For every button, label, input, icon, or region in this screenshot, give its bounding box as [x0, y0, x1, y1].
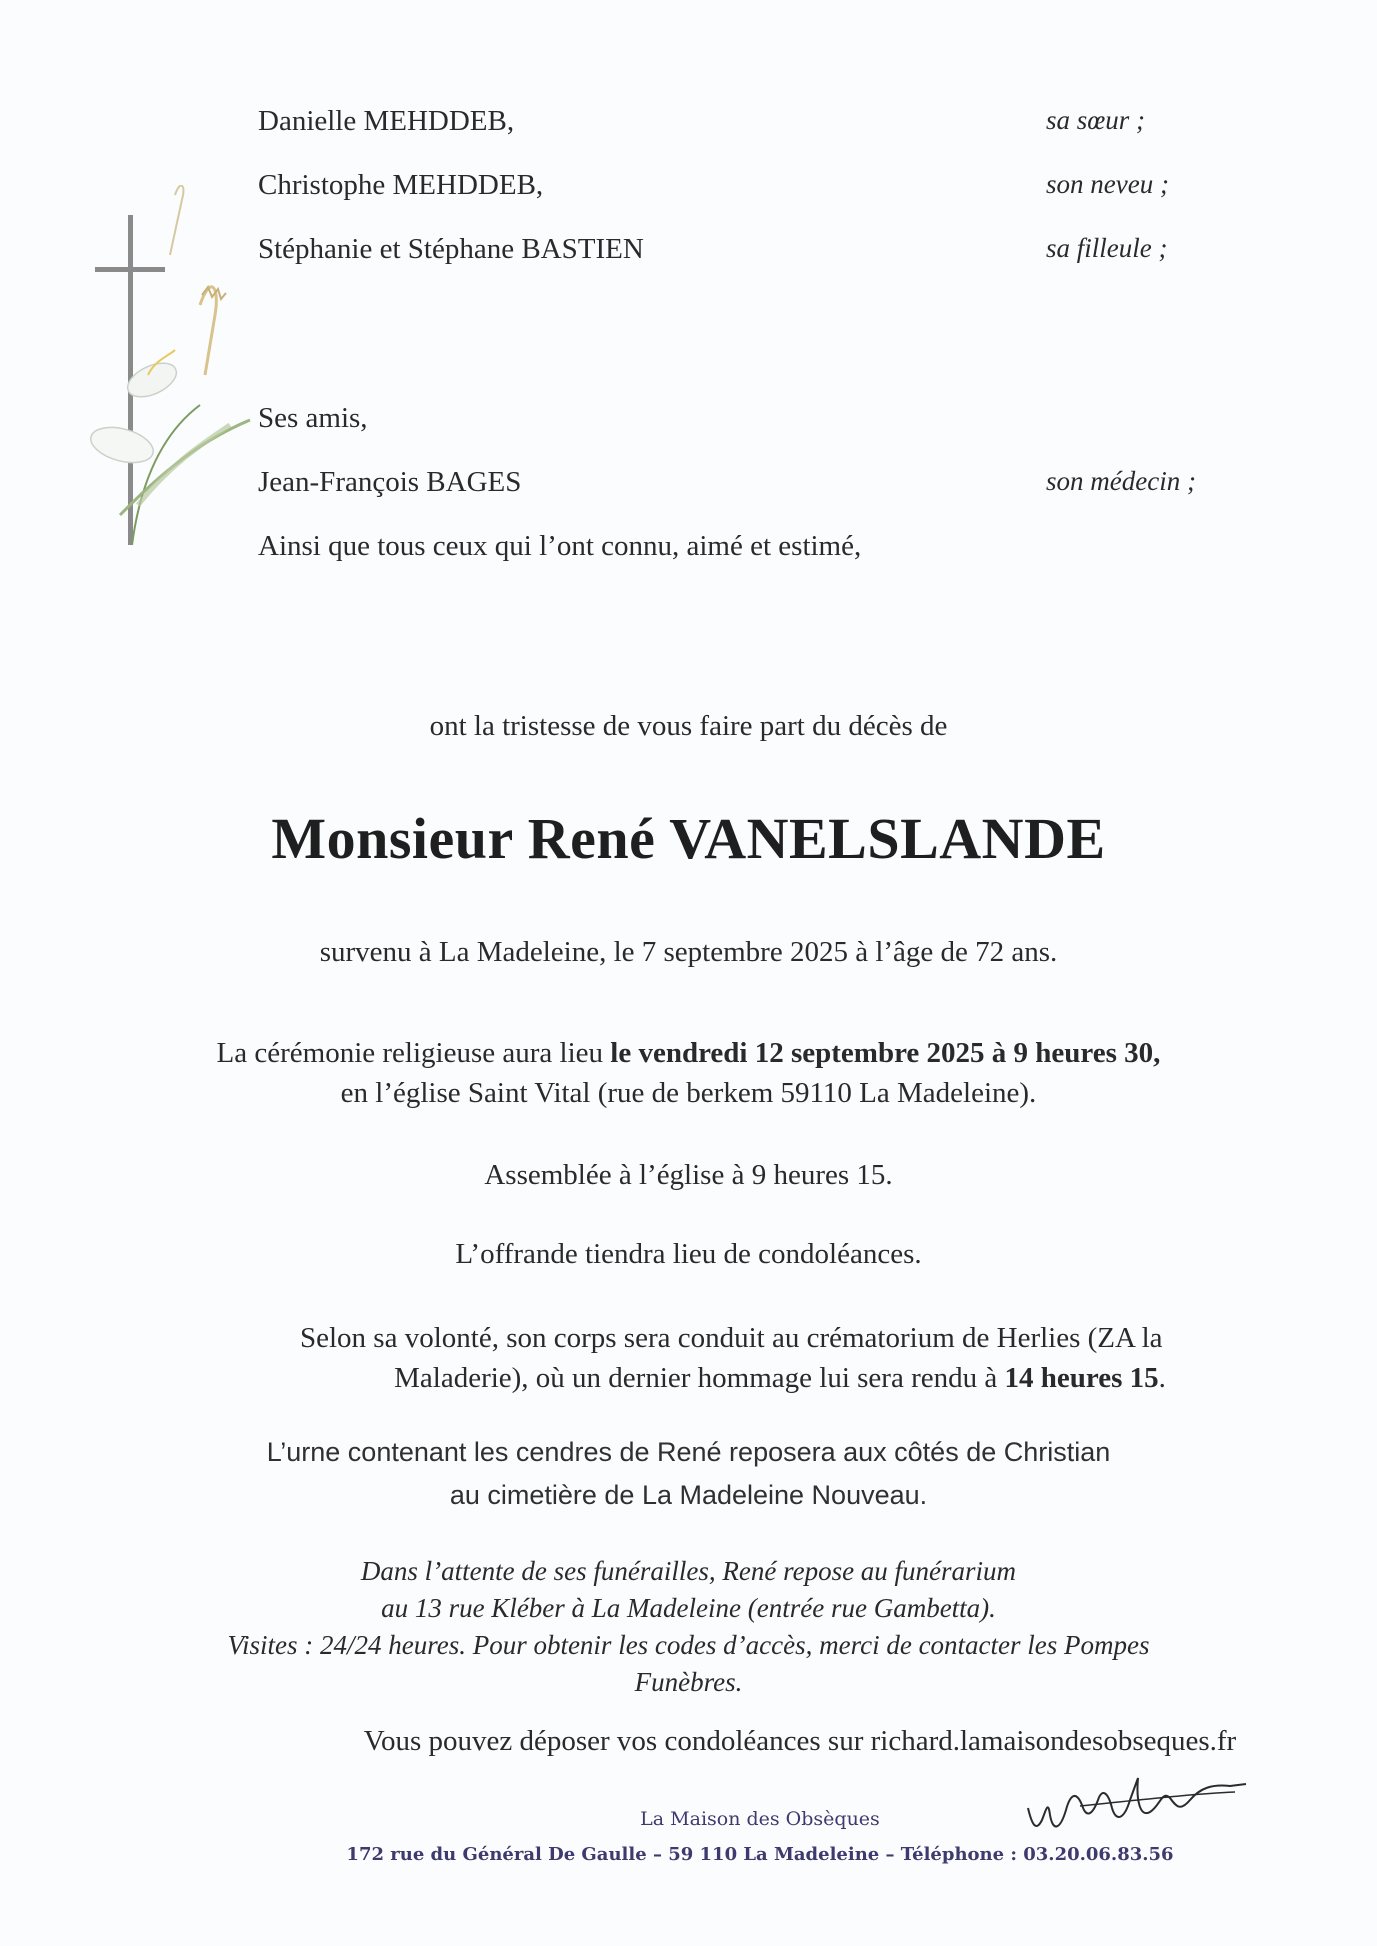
- family-row: [258, 105, 1258, 145]
- others-line: Ainsi que tous ceux qui l’ont connu, aimé et estimé,: [258, 530, 862, 562]
- funerarium-info: [0, 1553, 1377, 1701]
- funerarium-line4: Funèbres.: [634, 1667, 743, 1697]
- ceremony-datetime: le vendredi 12 septembre 2025 à 9 heures 30,: [610, 1037, 1161, 1069]
- family-row: [258, 169, 1258, 209]
- announcement-intro: ont la tristesse de vous faire part du décès de: [429, 710, 948, 742]
- company-address: 172 rue du Général De Gaulle – 59 110 La Madeleine – Téléphone : 03.20.06.83.56: [346, 1844, 1174, 1865]
- ceremony-prefix: La cérémonie religieuse aura lieu: [216, 1037, 611, 1069]
- doctor-relation: son médecin ;: [1046, 466, 1196, 496]
- cross-lily-illustration: [80, 185, 270, 555]
- offering-info: L’offrande tiendra lieu de condoléances.: [455, 1238, 922, 1270]
- doctor-row: [258, 466, 1258, 506]
- assembly-info: Assemblée à l’église à 9 heures 15.: [484, 1159, 893, 1191]
- cremation-line1: Selon sa volonté, son corps sera conduit au crématorium de Herlies (ZA la: [300, 1322, 1163, 1354]
- family-name: Christophe MEHDDEB,: [258, 169, 544, 201]
- deceased-name: Monsieur René VANELSLANDE: [271, 806, 1106, 871]
- urn-line1: L’urne contenant les cendres de René reposera aux côtés de Christian: [266, 1437, 1111, 1467]
- urn-info: [0, 1431, 1377, 1517]
- cremation-info: [300, 1318, 1260, 1398]
- family-relation: son neveu ;: [1046, 169, 1169, 199]
- family-relation: sa sœur ;: [1046, 105, 1146, 135]
- friends-heading: Ses amis,: [258, 402, 368, 434]
- funerarium-line3: Visites : 24/24 heures. Pour obtenir les codes d’accès, merci de contacter les Pompes: [227, 1630, 1150, 1660]
- doctor-name: Jean-François BAGES: [258, 466, 522, 498]
- cremation-line2: [300, 1358, 1260, 1398]
- company-name: La Maison des Obsèques: [640, 1808, 880, 1830]
- family-name: Stéphanie et Stéphane BASTIEN: [258, 233, 644, 265]
- family-relation: sa filleule ;: [1046, 233, 1168, 263]
- cremation-time: 14 heures 15: [1004, 1362, 1159, 1394]
- family-name: Danielle MEHDDEB,: [258, 105, 515, 137]
- urn-line2: au cimetière de La Madeleine Nouveau.: [449, 1480, 928, 1510]
- funerarium-line2: au 13 rue Kléber à La Madeleine (entrée rue Gambetta).: [381, 1593, 996, 1623]
- family-row: [258, 233, 1258, 273]
- cremation-line2-text: Maladerie), où un dernier hommage lui sera rendu à: [394, 1362, 1005, 1394]
- ceremony-info: [0, 1033, 1377, 1113]
- ceremony-location: en l’église Saint Vital (rue de berkem 59110 La Madeleine).: [340, 1077, 1037, 1109]
- death-info: survenu à La Madeleine, le 7 septembre 2025 à l’âge de 72 ans.: [319, 936, 1058, 968]
- funerarium-line1: Dans l’attente de ses funérailles, René repose au funérarium: [360, 1556, 1017, 1586]
- condolences-info: Vous pouvez déposer vos condoléances sur richard.lamaisondesobseques.fr: [363, 1725, 1237, 1757]
- cremation-line2-end: .: [1158, 1362, 1166, 1394]
